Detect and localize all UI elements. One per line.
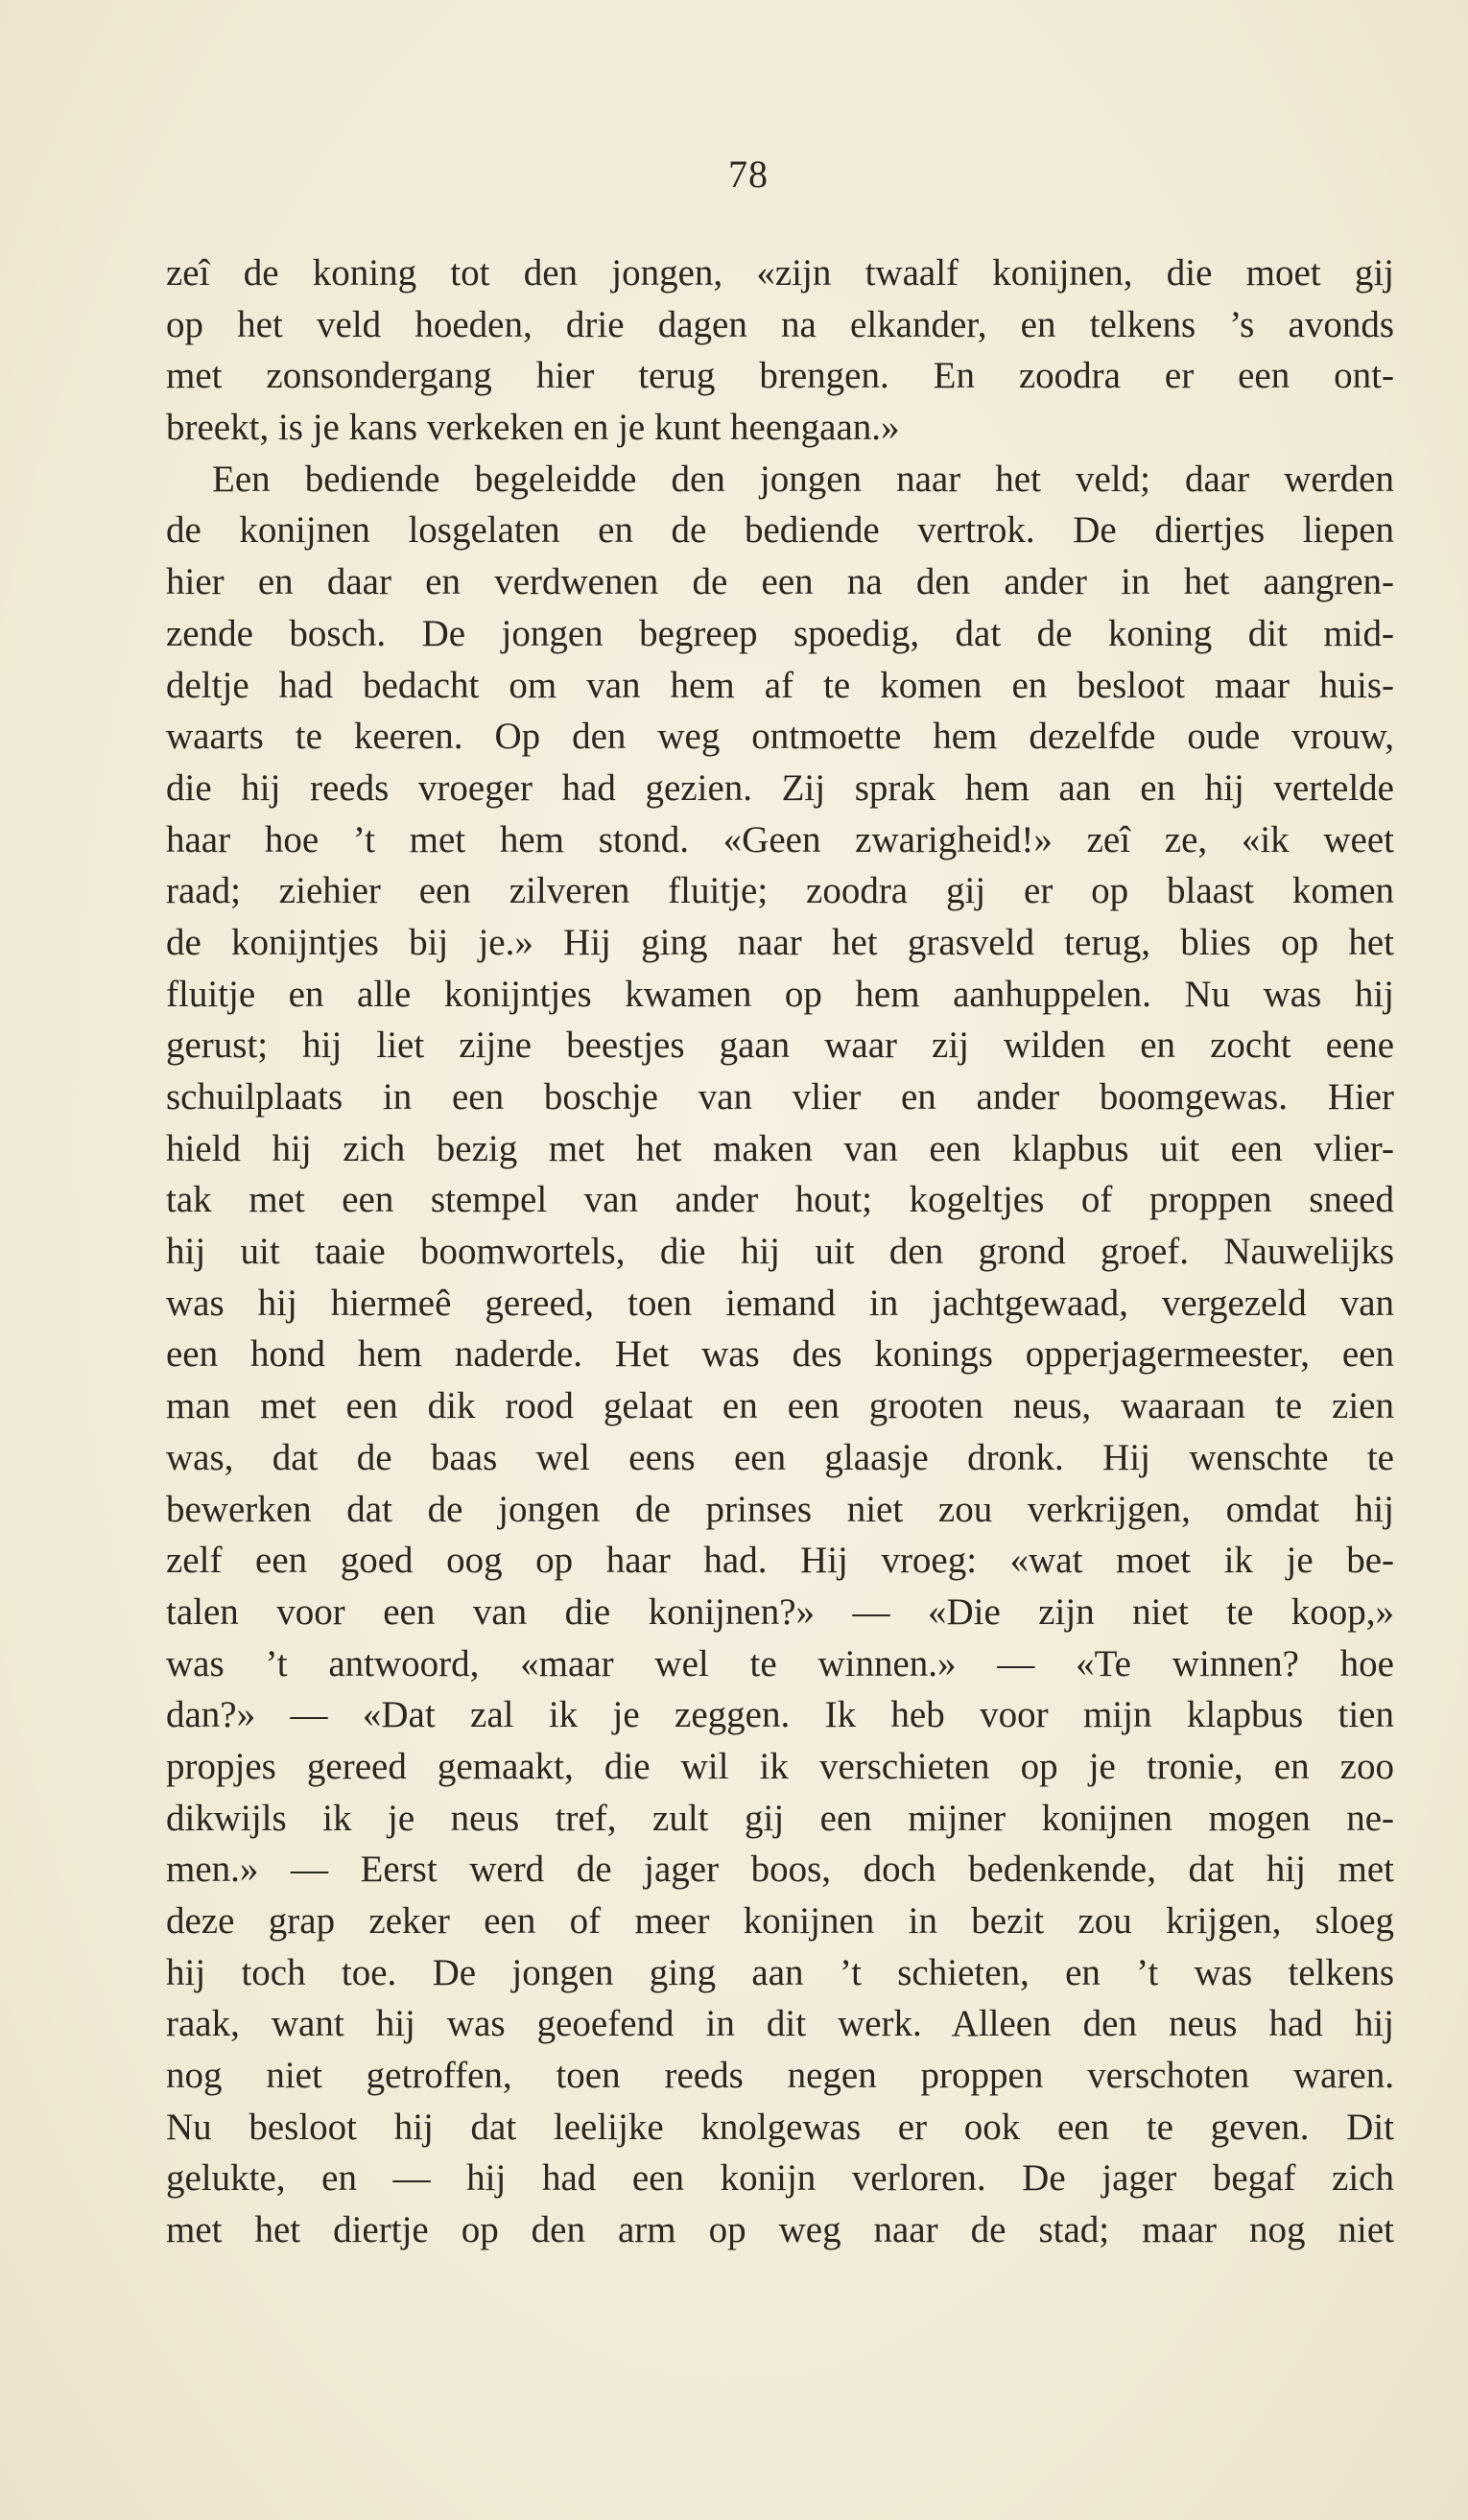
text-line: Een bediende begeleidde den jongen naar het veld; daar werden bbox=[212, 458, 1394, 500]
text-line: met zonsondergang hier terug brengen. En zoodra er een ont- bbox=[166, 355, 1394, 397]
text-line: hield hij zich bezig met het maken van een klapbus uit een vlier- bbox=[166, 1127, 1394, 1169]
text-line: nog niet getroffen, toen reeds negen proppen verschoten waren. bbox=[166, 2055, 1394, 2097]
text-line: hij uit taaie boomwortels, die hij uit den grond groef. Nauwelijks bbox=[166, 1231, 1394, 1273]
text-line: de konijntjes bij je.» Hij ging naar het grasveld terug, blies op het bbox=[166, 921, 1394, 963]
text-line: hij toch toe. De jongen ging aan ’t schieten, en ’t was telkens bbox=[166, 1951, 1394, 1993]
text-line: schuilplaats in een boschje van vlier en ander boomgewas. Hier bbox=[166, 1076, 1394, 1118]
text-line: was hij hiermeê gereed, toen iemand in jachtgewaad, vergezeld van bbox=[166, 1282, 1394, 1324]
text-line: raad; ziehier een zilveren fluitje; zoodra gij er op blaast komen bbox=[166, 870, 1394, 912]
text-line: met het diertje op den arm op weg naar de stad; maar nog niet bbox=[166, 2209, 1394, 2251]
text-line: gelukte, en — hij had een konijn verloren. De jager begaf zich bbox=[166, 2157, 1394, 2200]
text-line: zeî de koning tot den jongen, «zijn twaalf konijnen, die moet gij bbox=[166, 252, 1394, 294]
text-line: een hond hem naderde. Het was des konings opperjagermeester, een bbox=[166, 1333, 1394, 1376]
page-number: 78 bbox=[728, 153, 769, 196]
text-line: de konijnen losgelaten en de bediende vertrok. De diertjes liepen bbox=[166, 509, 1394, 552]
text-line: haar hoe ’t met hem stond. «Geen zwarigheid!» zeî ze, «ik weet bbox=[166, 818, 1394, 860]
text-line: was, dat de baas wel eens een glaasje dronk. Hij wenschte te bbox=[166, 1436, 1394, 1478]
text-line: hier en daar en verdwenen de een na den ander in het aangren- bbox=[166, 561, 1394, 603]
text-line: op het veld hoeden, drie dagen na elkander, en telkens ’s avonds bbox=[166, 303, 1394, 345]
text-line: bewerken dat de jongen de prinses niet zou verkrijgen, omdat hij bbox=[166, 1488, 1394, 1530]
body-text bbox=[166, 247, 1394, 2256]
text-line: Nu besloot hij dat leelijke knolgewas er ook een te geven. Dit bbox=[166, 2106, 1394, 2148]
text-line: tak met een stempel van ander hout; kogeltjes of proppen sneed bbox=[166, 1179, 1394, 1221]
text-line: raak, want hij was geoefend in dit werk. Alleen den neus had hij bbox=[166, 2003, 1394, 2045]
text-line: gerust; hij liet zijne beestjes gaan waar zij wilden en zocht eene bbox=[166, 1024, 1394, 1067]
text-line: fluitje en alle konijntjes kwamen op hem aanhuppelen. Nu was hij bbox=[166, 973, 1394, 1015]
text-line: deze grap zeker een of meer konijnen in bezit zou krijgen, sloeg bbox=[166, 1900, 1394, 1942]
text-line: propjes gereed gemaakt, die wil ik verschieten op je tronie, en zoo bbox=[166, 1745, 1394, 1787]
text-line: dikwijls ik je neus tref, zult gij een mijner konijnen mogen ne- bbox=[166, 1797, 1394, 1839]
text-line: deltje had bedacht om van hem af te komen en besloot maar huis- bbox=[166, 664, 1394, 706]
text-line: zende bosch. De jongen begreep spoedig, dat de koning dit mid- bbox=[166, 612, 1394, 654]
text-line: men.» — Eerst werd de jager boos, doch bedenkende, dat hij met bbox=[166, 1849, 1394, 1891]
text-line: talen voor een van die konijnen?» — «Die zijn niet te koop,» bbox=[166, 1590, 1394, 1633]
text-line: zelf een goed oog op haar had. Hij vroeg: «wat moet ik je be- bbox=[166, 1540, 1394, 1582]
text-line: waarts te keeren. Op den weg ontmoette hem dezelfde oude vrouw, bbox=[166, 716, 1394, 758]
text-line: die hij reeds vroeger had gezien. Zij sprak hem aan en hij vertelde bbox=[166, 766, 1394, 809]
text-line: dan?» — «Dat zal ik je zeggen. Ik heb voor mijn klapbus tien bbox=[166, 1694, 1394, 1736]
text-line: breekt, is je kans verkeken en je kunt heengaan.» bbox=[166, 407, 900, 449]
text-line: was ’t antwoord, «maar wel te winnen.» — «Te winnen? hoe bbox=[166, 1642, 1394, 1684]
text-line: man met een dik rood gelaat en een grooten neus, waaraan te zien bbox=[166, 1385, 1394, 1427]
